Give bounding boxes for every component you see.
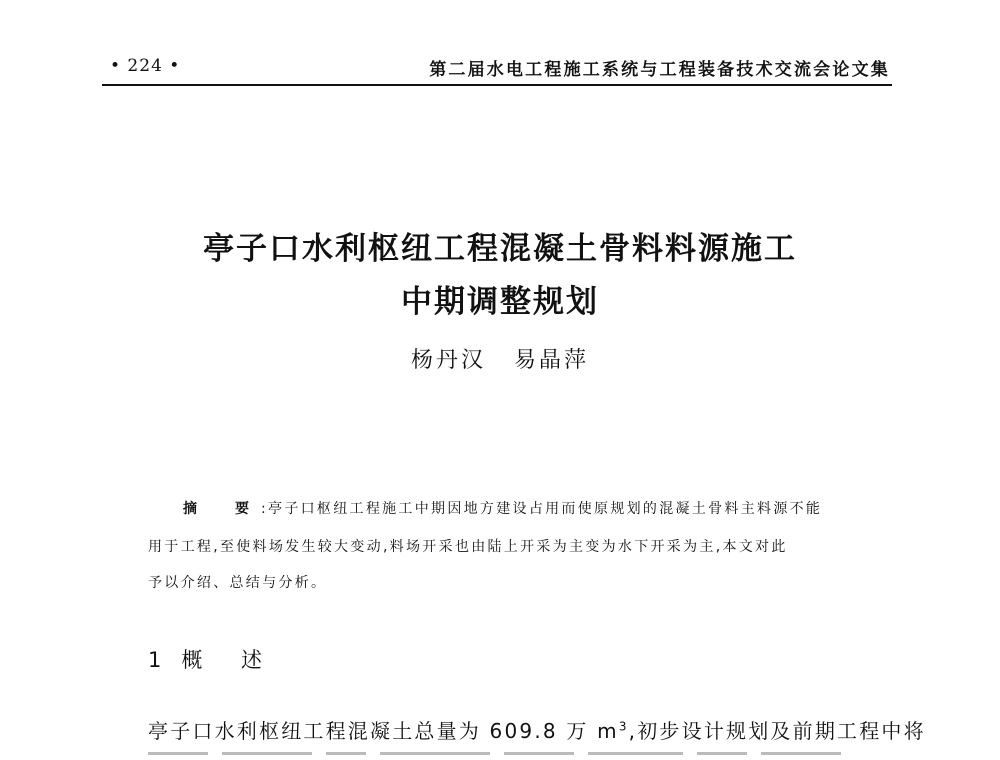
section-number: 1 xyxy=(148,648,162,672)
abstract-label: 摘 要 xyxy=(183,501,261,517)
body-superscript: 3 xyxy=(618,719,629,734)
paper-title-line-1: 亭子口水利枢纽工程混凝土骨料料源施工 xyxy=(203,231,797,267)
body-text-1-rest: ,初步设计规划及前期工程中将 xyxy=(628,719,926,743)
header-rule xyxy=(102,84,892,86)
section-title: 概 述 xyxy=(181,648,279,672)
abstract-text-1: :亭子口枢纽工程施工中期因地方建设占用而使原规划的混凝土骨料主料源不能 xyxy=(261,501,823,517)
body-paragraph-line-1 xyxy=(148,715,926,744)
abstract-line-3: 予以介绍、总结与分析。 xyxy=(148,575,328,591)
abstract-line-2: 用于工程,至使料场发生较大变动,料场开采也由陆上开采为主变为水下开采为主,本文对此 xyxy=(148,539,788,555)
paper-title-line-2: 中期调整规划 xyxy=(401,284,599,320)
cut-off-next-line xyxy=(148,752,888,760)
author-1: 杨丹汉 xyxy=(410,348,486,373)
authors xyxy=(0,343,1000,374)
page-number: • 224 • xyxy=(110,56,181,76)
journal-title: 第二届水电工程施工系统与工程装备技术交流会论文集 xyxy=(429,60,890,80)
abstract-line-1 xyxy=(183,498,822,518)
running-header xyxy=(102,52,890,82)
section-heading xyxy=(148,644,278,674)
author-2: 易晶萍 xyxy=(514,348,590,373)
body-text-1: 亭子口水利枢纽工程混凝土总量为 609.8 万 m xyxy=(148,719,619,743)
